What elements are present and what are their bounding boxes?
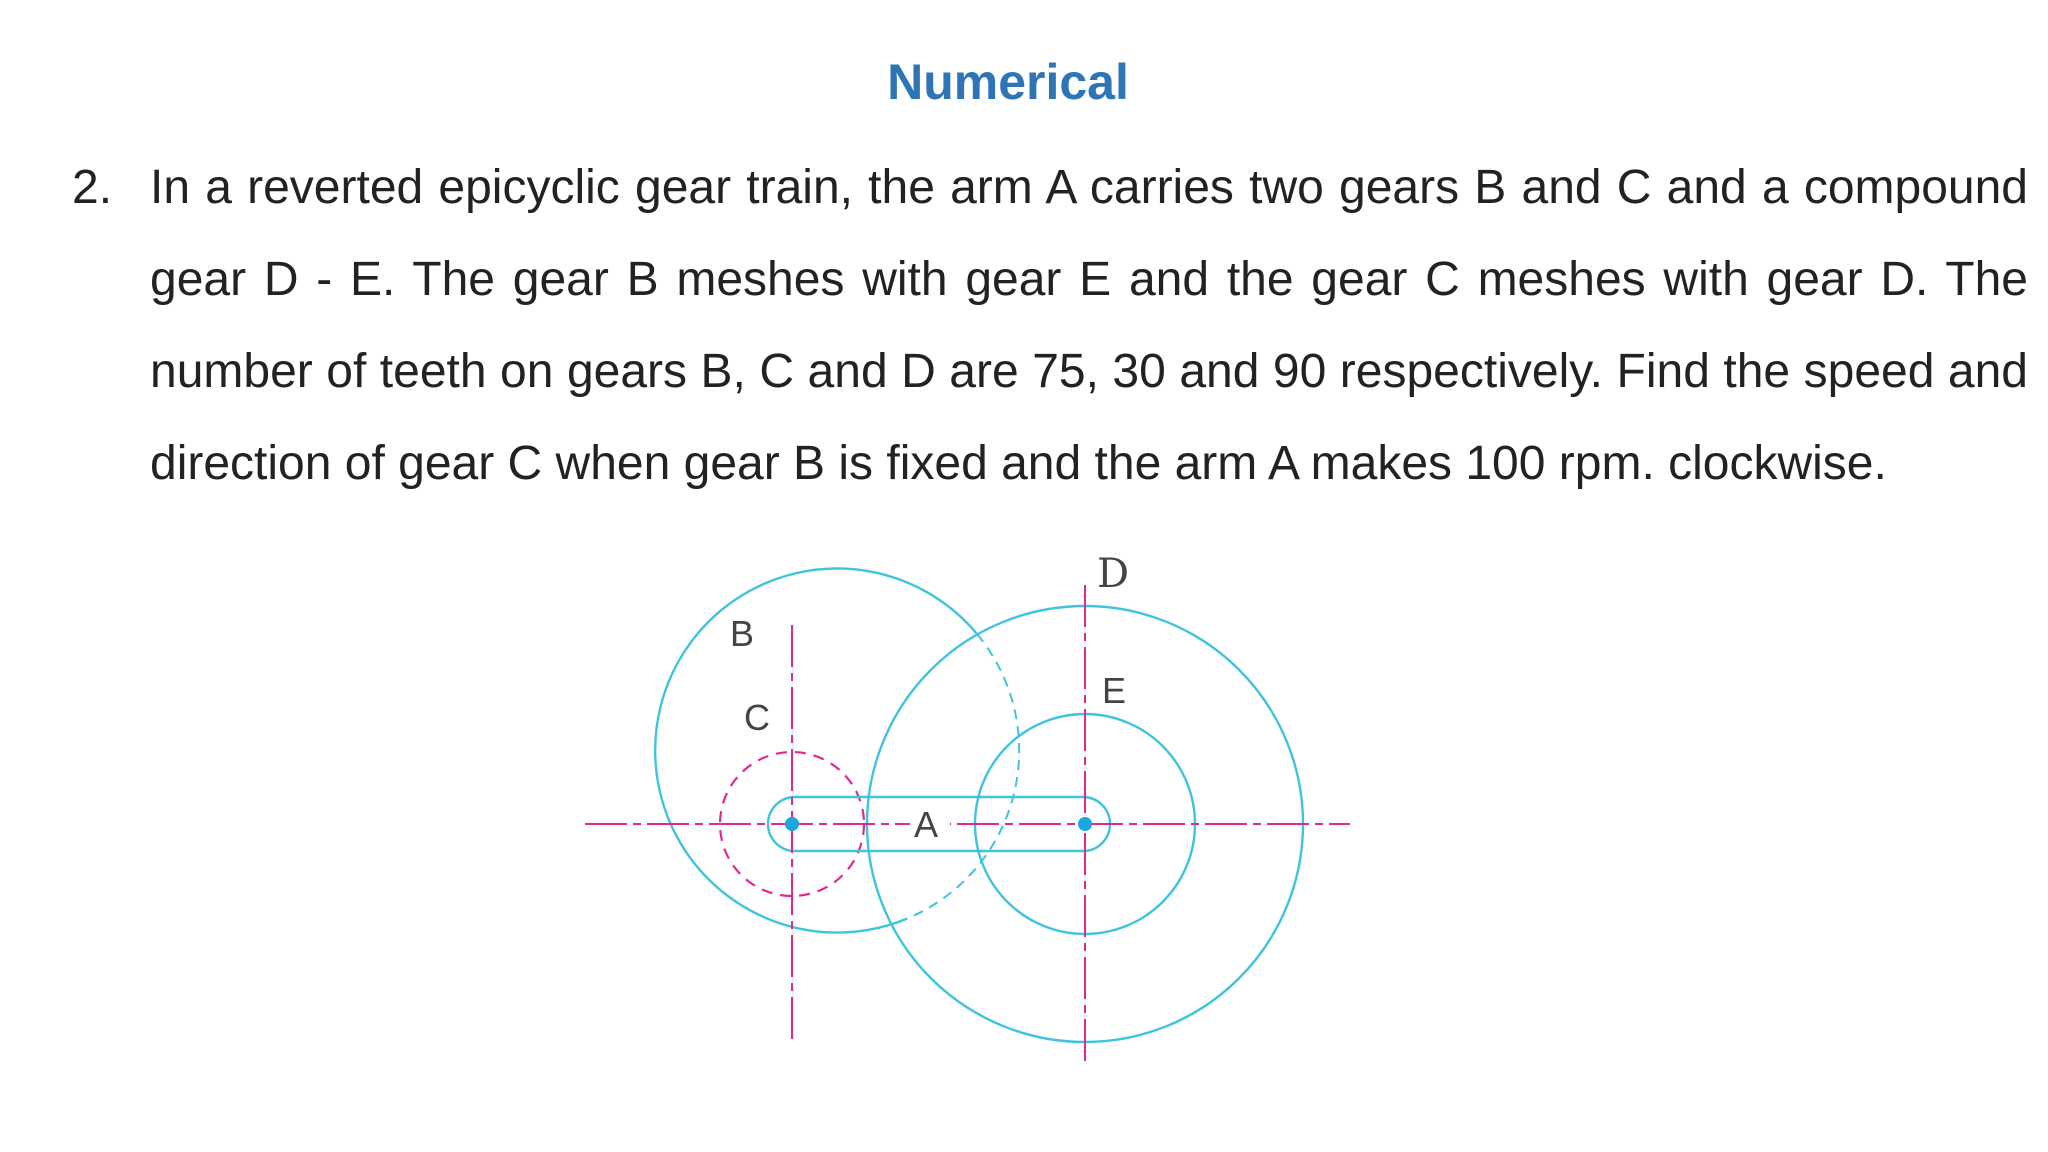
problem-text: In a reverted epicyclic gear train, the arm A carries two gears B and C and a compound gear D - E. The gear B meshes with gear E and the gear C meshes with gear D. The number of teeth on gears B, C and D are 75, 30 and 90 respectively. Find the speed and direction of gear C when gear B is fixed and the arm A makes 100 rpm. clockwise. [150,161,2028,490]
pivot-de [1078,817,1092,831]
problem-number: 2. [72,161,113,214]
label-c: C [744,697,770,738]
label-b: B [730,613,755,654]
label-a: A [914,804,939,845]
gear-train-diagram [560,545,1360,1075]
pivot-bc [785,817,799,831]
label-e: E [1102,670,1127,711]
gear-b-circle [655,569,977,933]
label-d: D [1097,551,1130,597]
slide-title: Numerical [887,54,1129,110]
